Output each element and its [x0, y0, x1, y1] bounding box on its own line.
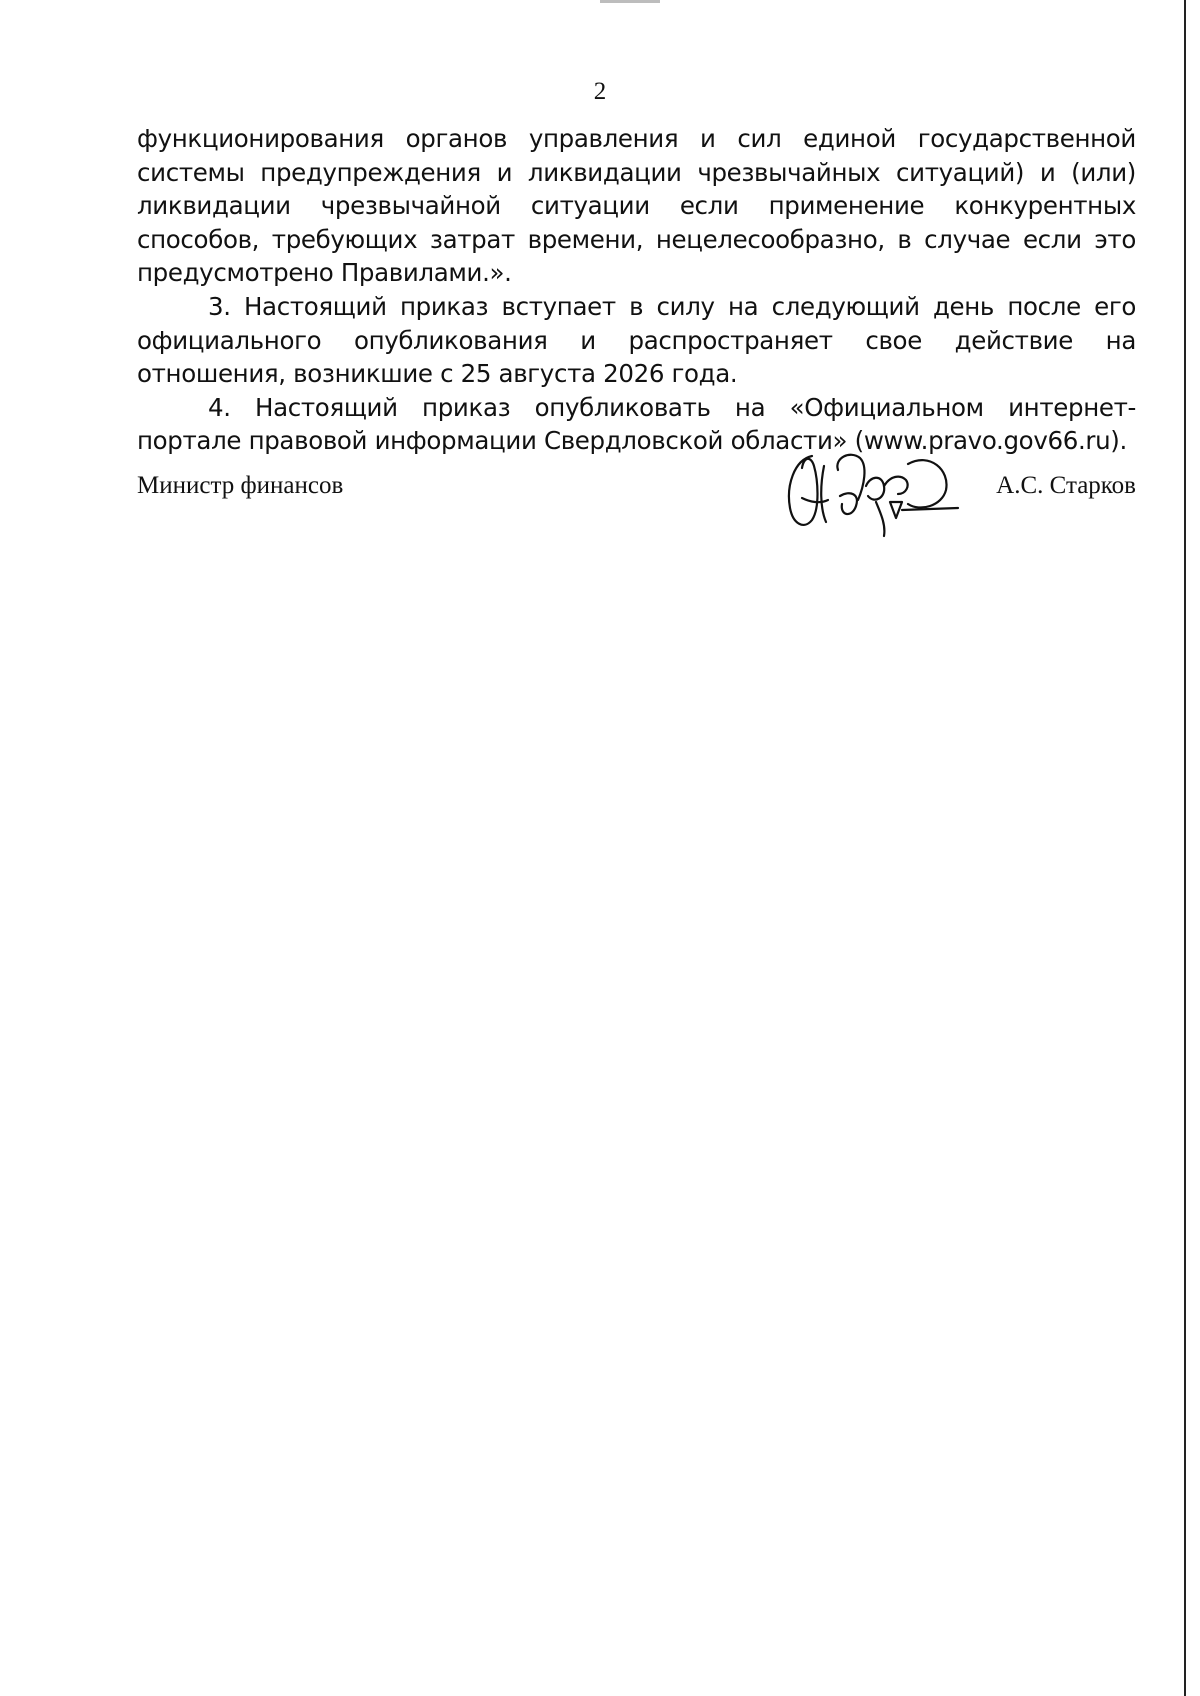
signatory-name: А.С. Старков — [996, 472, 1136, 499]
handwritten-signature — [780, 446, 960, 538]
scan-artifact-top — [600, 0, 660, 3]
paragraph-item-3: 3. Настоящий приказ вступает в силу на следующий день после его официального опубликования и распространяет свое действие на отношения, возникшие с 25 августа 2026 года. — [137, 291, 1136, 389]
signatory-position: Министр финансов — [137, 472, 344, 499]
scan-artifact-edge — [1184, 0, 1186, 1696]
page-number: 2 — [593, 78, 607, 105]
paragraph-continuation: функционирования органов управления и сил единой государственной системы предупреждения и ликвидации чрезвычайных ситуаций) и (или) ликвидации чрезвычайной ситуации если применение конкурентных способов, требующих затрат времени, нецелесообразно, в случае если это предусмотрено Правилами.». — [137, 124, 1136, 288]
paragraph-item-4: 4. Настоящий приказ опубликовать на «Официальном интернет-портале правовой информации Свердловской области» (www.pravo.gov66.ru). — [137, 392, 1136, 456]
signature-block — [137, 472, 1136, 512]
document-body — [137, 122, 1136, 458]
